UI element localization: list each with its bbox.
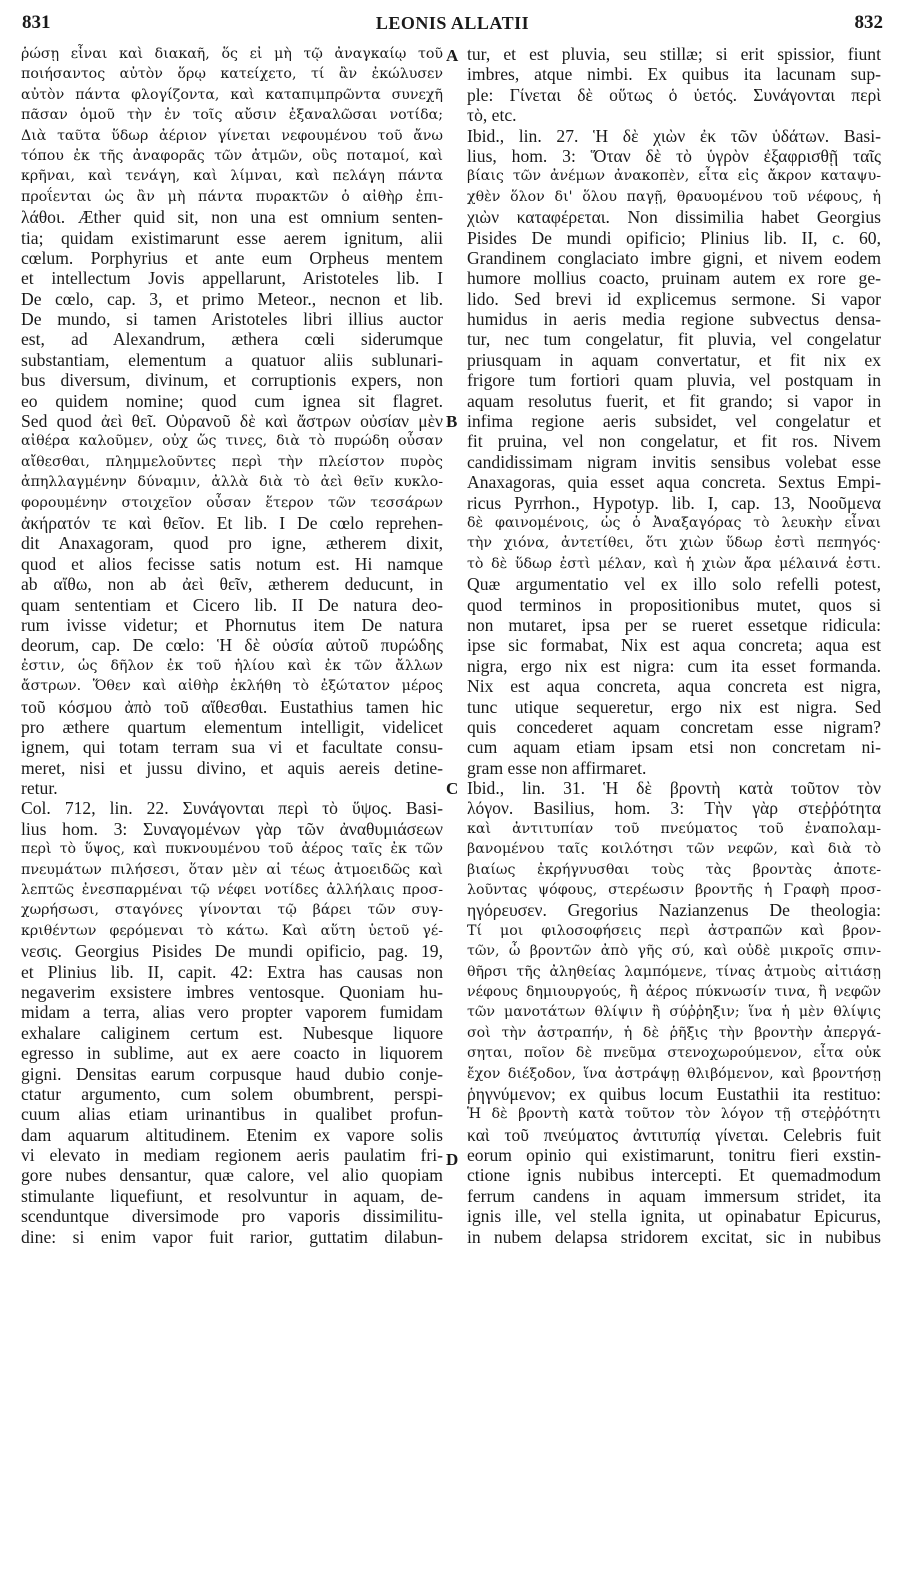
- text-line: Τί μοι φιλοσοφήσεις περὶ ἀστραπῶν καὶ βρον-: [467, 922, 881, 939]
- text-line: κριθέντων φερόμεναι τὸ κάτω. Καὶ αὕτη ὑετοῦ γέ-: [21, 922, 443, 939]
- text-line: ignem, qui totam terram sua vi et facultate consu-: [21, 737, 443, 758]
- text-line: quod et alios fecisse satis notum est. Hi namque: [21, 553, 443, 574]
- right-column: [467, 44, 881, 1247]
- text-line: ἀκήρατόν τε καὶ θεῖον. Et lib. I De cœlo reprehen-: [21, 512, 443, 533]
- margin-letter-c: C: [446, 779, 459, 798]
- text-line: αἴθεσθαι, πλημμελοῦντες περὶ τὴν πλείστον πυρὸς: [21, 453, 443, 470]
- text-line: ηγόρευσεν. Gregorius Nazianzenus De theologia:: [467, 900, 881, 921]
- text-line: De mundo, si tamen Aristoteles libri illius auctor: [21, 309, 443, 330]
- margin-letter-d: D: [446, 1150, 459, 1169]
- text-line: νέφους δημιουργούς, ἢ ἀέρος πύκνωσίν τινα, ἢ νεφῶν: [467, 983, 881, 1000]
- text-line: ple: Γίνεται δὲ οὕτως ὁ ὑετός. Συνάγονται περὶ: [467, 84, 881, 105]
- text-line: deorum, cap. De cœlo: Ἡ δὲ οὐσία αὐτοῦ πυρώδης: [21, 635, 443, 656]
- text-line: humidus in aeris media regione subvectus densa-: [467, 309, 881, 330]
- text-line: stimulante liquefiunt, et resolvuntur in aquam, de-: [21, 1185, 443, 1206]
- text-line: retur.: [21, 778, 58, 799]
- text-line: tur, et est pluvia, seu stillæ; si erit spissior, fiunt: [467, 44, 881, 64]
- text-line: non mutaret, ipsa per se rueret essetque ridicula:: [467, 614, 881, 635]
- text-line: Quæ argumentatio vel ex illo solo refelli potest,: [467, 574, 881, 595]
- text-line: ῥηγνύμενον; ex quibus locum Eustathii ita restituo:: [467, 1083, 881, 1104]
- text-line: fit pruina, vel non congelatur, et fit ros. Nivem: [467, 431, 881, 452]
- text-line: πνευμάτων πιλήσεσι, ὅταν μὲν αἱ τέως ἀτμοειδῶς καὶ: [21, 861, 443, 878]
- text-line: frigore tum fortiori quam pluvia, vel postquam in: [467, 370, 881, 391]
- text-line: τοῦ κόσμου ἀπὸ τοῦ αἴθεσθαι. Eustathius tamen hic: [21, 696, 443, 717]
- text-line: σοὶ τὴν ἀστραπήν, ἡ δὲ ῥῆξις τὴν βροντὴν ἀπεργά-: [467, 1024, 881, 1041]
- text-line: ctatur argumento, cum solem obumbrent, perspi-: [21, 1083, 443, 1104]
- text-line: ῥώσῃ εἶναι καὶ διακαῆ, ὅς εἰ μὴ τῷ ἀναγκαίῳ τοῦ: [21, 46, 443, 62]
- text-line: σηται, ποῖον δὲ πνεῦμα στενοχωρούμενον, εἶτα οὐκ: [467, 1045, 881, 1062]
- text-line: βανομένου ταῖς κοιλότησι τῶν νεφῶν, καὶ διὰ τὸ: [467, 841, 881, 858]
- text-line: gram esse non affirmaret.: [467, 757, 647, 778]
- text-line: Ἡ δὲ βροντὴ κατὰ τοῦτον τὸν λόγον τῇ στεῤῥότητι: [467, 1106, 881, 1123]
- text-line: eo quidem nomine; quod cum ignea sit flagret.: [21, 390, 443, 411]
- text-line: dit Anaxagoram, quod pro igne, ætherem dixit,: [21, 533, 443, 554]
- text-line: θῆρσι τῆς ἀληθείας λαμπόμενε, τίνας ἀτμοὺς αἰτιάσῃ: [467, 963, 881, 980]
- text-line: exhalare caliginem certum est. Nubesque liquore: [21, 1022, 443, 1043]
- text-line: dam aquarum altitudinem. Etenim ex vapore solis: [21, 1124, 443, 1145]
- text-line: χθὲν ὅλον δι' ὅλου παγῇ, θραυομένου τοῦ νέφους, ἡ: [467, 188, 881, 205]
- text-line: ποιήσαντος αὐτὸν ὅρῳ κατείχετο, τί ἂν ἐκώλυσεν: [21, 66, 443, 83]
- text-line: τὸ, etc.: [467, 105, 517, 126]
- text-line: bus diversum, divinum, et corruptionis expers, non: [21, 370, 443, 391]
- text-line: gigni. Densitas earum corpusque haud dubio conje-: [21, 1063, 443, 1084]
- text-line: Ibid., lin. 27. Ἡ δὲ χιὼν ἐκ τῶν ὑδάτων. Basi-: [467, 125, 881, 146]
- text-line: humore mollius coacto, pruinam autem ex rore ge-: [467, 268, 881, 289]
- text-line: τὸ δὲ ὕδωρ ἐστὶ μέλαν, καὶ ἡ χιὼν ἄρα μέλαινά ἐστι.: [467, 555, 881, 572]
- text-line: τόπου ἐκ τῆς ἀναφορᾶς τῶν ἀτμῶν, οὓς ποταμοί, καὶ: [21, 147, 443, 164]
- text-line: rum ivisse videtur; et Phornutus item De natura: [21, 614, 443, 635]
- text-line: λεπτῶς ἐνεσπαρμέναι τῷ νέφει νοτίδες ἀλλήλαις προσ-: [21, 882, 443, 899]
- text-line: pro æthere quartum elementum intelligit, videlicet: [21, 716, 443, 737]
- text-line: Nix est aqua concreta, aqua concreta est nigra,: [467, 676, 881, 697]
- text-line: nigra, ergo nix est nigra: cum ita esset formanda.: [467, 655, 881, 676]
- text-line: negaverim exsistere imbres ventosque. Quoniam hu-: [21, 981, 443, 1002]
- text-line: φορουμένην στοιχεῖον οὖσαν ἕτερον τῶν τεσσάρων: [21, 494, 443, 511]
- margin-letter-b: B: [446, 412, 458, 431]
- text-line: quam sententiam et Cicero lib. II De natura deo-: [21, 594, 443, 615]
- text-line: priusquam in aquam convertatur, et fit nix ex: [467, 349, 881, 370]
- text-line: ferrum candens in aquam immersum stridet, ita: [467, 1185, 881, 1206]
- text-line: egresso in sublime, aut ex aere coacto in liquorem: [21, 1043, 443, 1064]
- text-line: τῶν, ὦ βροντῶν ἀπὸ γῆς σύ, καὶ οὐδὲ μικροῖς σπιν-: [467, 943, 881, 960]
- text-line: et intellectum Jovis appellarunt, Aristoteles lib. I: [21, 268, 443, 289]
- page-number-right: 832: [854, 12, 883, 33]
- text-line: Grandinem conglaciato imbre gigni, et nivem eodem: [467, 247, 881, 268]
- text-line: tur, nec tum congelatur, fit pluvia, vel congelatur: [467, 329, 881, 350]
- text-line: gore nubes densantur, quæ calore, vel alio quopiam: [21, 1165, 443, 1186]
- text-line: καὶ ἀντιτυπίαν τοῦ πνεύματος τοῦ ἐναπολαμ-: [467, 820, 881, 837]
- text-line: cum aquam etiam ipsam etsi non concretam ni-: [467, 737, 881, 758]
- margin-letter-a: A: [446, 46, 459, 65]
- text-line: ctione ignis nubibus intercepti. Et quemadmodum: [467, 1165, 881, 1186]
- text-line: χιὼν καταφέρεται. Non dissimilia habet Georgius: [467, 207, 881, 228]
- page-number-left: 831: [22, 12, 51, 33]
- running-title: LEONIS ALLATII: [375, 13, 530, 33]
- text-line: quod terminos in propositionibus mutet, quos si: [467, 594, 881, 615]
- text-line: dine: si enim vapor fuit rarior, guttatim dilabun-: [21, 1226, 443, 1247]
- text-line: λοῦντας ψόφους, στερέωσιν βροντῆς ἡ Γραφὴ προσ-: [467, 882, 881, 899]
- text-line: αὐτὸν πάντα φλογίζοντα, καὶ καταπιμπρῶντα συνεχῆ: [21, 86, 443, 103]
- text-line: et Plinius lib. II, capit. 42: Extra has causas non: [21, 961, 443, 982]
- text-line: βιαίως ἐκρήγνυσθαι τοὺς τὰς βροντὰς ἀποτε-: [467, 861, 881, 878]
- text-line: τῶν μανοτάτων θλίψιν ἢ σύῤῥηξιν; ἵνα ἡ μὲν θλίψις: [467, 1004, 881, 1021]
- text-line: νεσις. Georgius Pisides De mundi opificio, pag. 19,: [21, 941, 443, 962]
- text-line: eorum opinio qui existimarunt, tonitru fieri exstin-: [467, 1145, 881, 1166]
- text-line: ἔχον διέξοδον, ἵνα ἀστράψῃ θλιβόμενον, καὶ βροντήσῃ: [467, 1065, 881, 1082]
- text-line: ipse sic formabat, Nix est aqua concreta; aqua est: [467, 635, 881, 656]
- text-line: Διὰ ταῦτα ὕδωρ ἀέριον γίνεται νεφουμένου τοῦ ἄνω: [21, 127, 443, 144]
- text-line: βίαις τῶν ἀνέμων ἀνακοπὲν, εἶτα εἰς ἄκρον καταψυ-: [467, 168, 881, 185]
- text-line: lius hom. 3: Συναγομένων γὰρ τῶν ἀναθυμιάσεων: [21, 818, 443, 839]
- text-line: Sed quod ἀεὶ θεῖ. Οὐρανοῦ δὲ καὶ ἄστρων οὐσίαν μὲν: [21, 411, 443, 432]
- text-line: vi elevato in mediam regionem aeris paulatim fri-: [21, 1145, 443, 1166]
- text-line: cuum alias etiam urinantibus in qualibet profun-: [21, 1104, 443, 1125]
- text-line: tia; quidam existimarunt esse aerem ignitum, alii: [21, 227, 443, 248]
- text-line: ab αἴθω, non ab ἀεὶ θεῖν, ætherem deducunt, in: [21, 574, 443, 595]
- text-line: est, ad Alexandrum, æthera cœli siderumque: [21, 329, 443, 350]
- text-line: ἐστιν, ὡς δῆλον ἐκ τοῦ ἡλίου καὶ ἐκ τῶν ἄλλων: [21, 657, 443, 674]
- text-line: Pisides De mundi opificio; Plinius lib. II, c. 60,: [467, 227, 881, 248]
- text-line: De cœlo, cap. 3, et primo Meteor., necnon et lib.: [21, 288, 443, 309]
- text-line: cœlum. Porphyrius et ante eum Orpheus mentem: [21, 247, 443, 268]
- text-line: Col. 712, lin. 22. Συνάγονται περὶ τὸ ὕψος. Basi-: [21, 798, 443, 819]
- text-line: substantiam, elementum a quatuor aliis sublunari-: [21, 349, 443, 370]
- text-line: aquam resolutus fuerit, et fit grando; si vapor in: [467, 390, 881, 411]
- text-line: ignis ille, vel stella ignita, ut opinabatur Epicurus,: [467, 1206, 881, 1227]
- text-line: προΐενται ὡς ἂν μὴ πάντα πυρακτῶν ὁ αἰθὴρ ἐπι-: [21, 188, 443, 205]
- text-line: χωρήσωσι, σταγόνες γίνονται τῷ βάρει τῶν συγ-: [21, 902, 443, 919]
- text-line: περὶ τὸ ὕψος, καὶ πυκνουμένου τοῦ ἀέρος ταῖς ἐκ τῶν: [21, 841, 443, 858]
- text-line: λάθοι. Æther quid sit, non una est omnium senten-: [21, 207, 443, 228]
- text-line: quis concederet aquam concretam esse nigram?: [467, 716, 881, 737]
- text-line: lius, hom. 3: Ὅταν δὲ τὸ ὑγρὸν ἐξαφρισθῇ ταῖς: [467, 145, 881, 166]
- text-line: αἰθέρα καλοῦμεν, οὐχ ὥς τινες, διὰ τὸ πυρώδη οὖσαν: [21, 433, 443, 450]
- left-column: [21, 44, 443, 1247]
- text-line: lido. Sed brevi id explicemus sermone. Si vapor: [467, 288, 881, 309]
- text-line: λόγον. Basilius, hom. 3: Τὴν γὰρ στεῤῥότητα: [467, 798, 881, 819]
- text-line: ricus Pyrrhon., Hypotyp. lib. I, cap. 13, Νοοῦμενα: [467, 492, 881, 513]
- running-header: [0, 0, 905, 34]
- text-line: δὲ φαινομένοις, ὡς ὁ Ἀναξαγόρας τὸ λευκὴν εἶναι: [467, 514, 881, 531]
- text-line: καὶ τοῦ πνεύματος ἀντιτυπίᾳ γίνεται. Celebris fuit: [467, 1124, 881, 1145]
- text-line: imbres, atque nimbi. Ex quibus ita lacunam sup-: [467, 64, 881, 85]
- text-line: infima regione aeris subsidet, vel congelatur et: [467, 411, 881, 432]
- text-line: meret, nisi et jussu divino, et aquis aereis detine-: [21, 757, 443, 778]
- text-line: midam a terra, alias vero propter vaporem fumidam: [21, 1002, 443, 1023]
- text-line: Ibid., lin. 31. Ἡ δὲ βροντὴ κατὰ τοῦτον τὸν: [467, 778, 881, 799]
- text-line: κρῆναι, καὶ τενάγη, καὶ λίμναι, καὶ πελάγη πάντα: [21, 168, 443, 185]
- text-line: πᾶσαν ὁμοῦ τὴν ἐν τοῖς αὔσιν ἐξαναλῶσαι νοτίδα;: [21, 107, 443, 124]
- text-line: ἄστρων. Ὅθεν καὶ αἰθὴρ ἐκλήθη τὸ ἐξώτατον μέρος: [21, 678, 443, 695]
- text-line: scenduntque diversimode pro vaporis dissimilitu-: [21, 1206, 443, 1227]
- text-line: Anaxagoras, quia esset aqua concreta. Sextus Empi-: [467, 472, 881, 493]
- text-line: τὴν χιόνα, ἀντετίθει, ὅτι χιὼν ὕδωρ ἐστὶ πεπηγός·: [467, 535, 881, 552]
- text-line: in nubem delapsa stridorem excitat, sic in nubibus: [467, 1226, 881, 1247]
- text-line: ἀπηλλαγμένην δύναμιν, ἀλλὰ διὰ τὸ ἀεὶ θεῖν κυκλο-: [21, 474, 443, 491]
- text-line: tunc utique sequeretur, ergo nix est nigra. Sed: [467, 696, 881, 717]
- text-line: candidissimam nigram invitis sensibus volebat esse: [467, 451, 881, 472]
